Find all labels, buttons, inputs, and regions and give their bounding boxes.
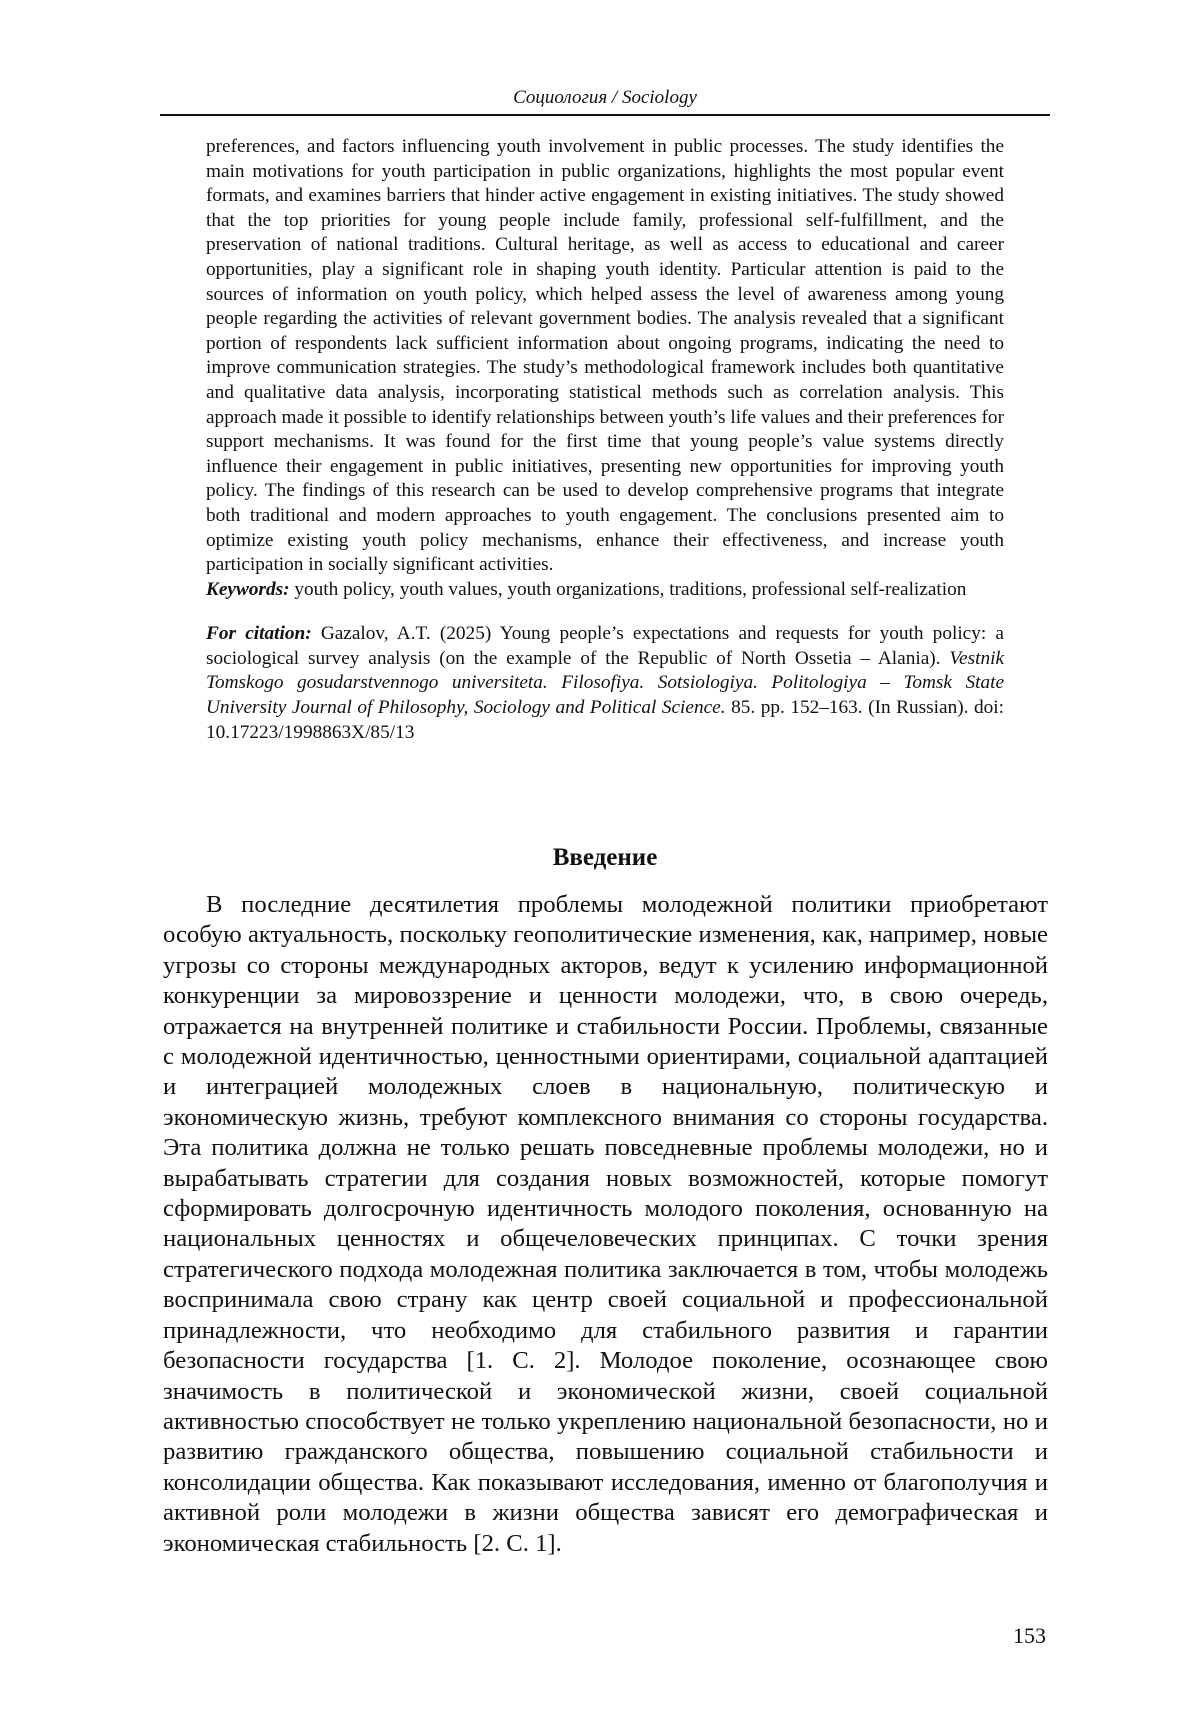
section-title: Введение — [552, 844, 658, 871]
keywords-line — [206, 578, 1004, 603]
citation-block — [206, 622, 1004, 745]
header-rule — [160, 114, 1050, 116]
abstract-block — [206, 135, 1004, 745]
abstract-text: preferences, and factors influencing youth involvement in public processes. The study identifies the main motivations for youth participation in public organizations, highlights the most popular event formats, and examines barriers that hinder active engagement in existing initiatives. The study showed that the top priorities for young people include family, professional self-fulfillment, and the preservation of national traditions. Cultural heritage, as well as access to educational and career opportunities, play a significant role in shaping youth identity. Particular attention is paid to the sources of information on youth policy, which helped assess the level of awareness among young people regarding the activities of relevant government bodies. The analysis revealed that a significant portion of respondents lack sufficient information about ongoing programs, indicating the need to improve communication strategies. The study’s methodological framework includes both quantitative and qualitative data analysis, incorporating statistical methods such as correlation analysis. This approach made it possible to identify relationships between youth’s life values and their preferences for support mechanisms. It was found for the first time that young people’s value systems directly influence their engagement in public initiatives, presenting new opportunities for improving youth policy. The findings of this research can be used to develop comprehensive programs that integrate both traditional and modern approaches to youth engagement. The conclusions presented aim to optimize existing youth policy mechanisms, enhance their effectiveness, and increase youth participation in socially significant activities. — [206, 136, 1004, 576]
keywords-text: youth policy, youth values, youth organizations, traditions, professional self-realization — [294, 578, 967, 600]
citation-text: Gazalov, A.T. (2025) Young people’s expectations and requests for youth policy: a sociological survey analysis (on the example of the Republic of North Ossetia – Alania). — [206, 623, 1004, 669]
keywords-label: Keywords: — [206, 578, 290, 600]
running-title: Социология / Sociology — [513, 87, 697, 108]
body-text — [163, 890, 1048, 1559]
citation-label: For citation: — [206, 623, 312, 645]
body-paragraph: В последние десятилетия проблемы молодежной политики приобретают особую актуальность, поскольку геополитические изменения, как, например, новые угрозы со стороны международных акторов, ведут к усилению информационной конкуренции за мировоззрение и ценности молодежи, что, в свою очередь, отражается на внутренней политике и стабильности России. Проблемы, связанные с молодежной идентичностью, ценностными ориентирами, социальной адаптацией и интеграцией молодежных слоев в национальную, политическую и экономическую жизнь, требуют комплексного внимания со стороны государства. Эта политика должна не только решать повседневные проблемы молодежи, но и вырабатывать стратегии для создания новых возможностей, которые помогут сформировать долгосрочную идентичность молодого поколения, основанную на национальных ценностях и общечеловеческих принципах. С точки зрения стратегического подхода молодежная политика заключается в том, чтобы молодежь воспринимала свою страну как центр своей социальной и профессиональной принадлежности, что необходимо для стабильного развития и гарантии безопасности государства [1. С. 2]. Молодое поколение, осознающее свою значимость в политической и экономической жизни, своей социальной активностью способствует не только укреплению национальной безопасности, но и развитию гражданского общества, повышению социальной стабильности и консолидации общества. Как показывают исследования, именно от благополучия и активной роли молодежи в жизни общества зависят его демографическая и экономическая стабильность [2. С. 1]. — [163, 891, 1048, 1557]
citation-journal: Vestnik Tomskogo gosudarstvennogo universiteta. Filosofiya. Sotsiologiya. Politologiya – Tomsk State University Journal of Philosophy, Sociology and Political Science. — [206, 647, 1005, 719]
citation-tail: 85. pp. 152–163. (In Russian). doi: 10.17223/1998863X/85/13 — [206, 697, 1004, 743]
page-number: 153 — [1013, 1623, 1046, 1648]
